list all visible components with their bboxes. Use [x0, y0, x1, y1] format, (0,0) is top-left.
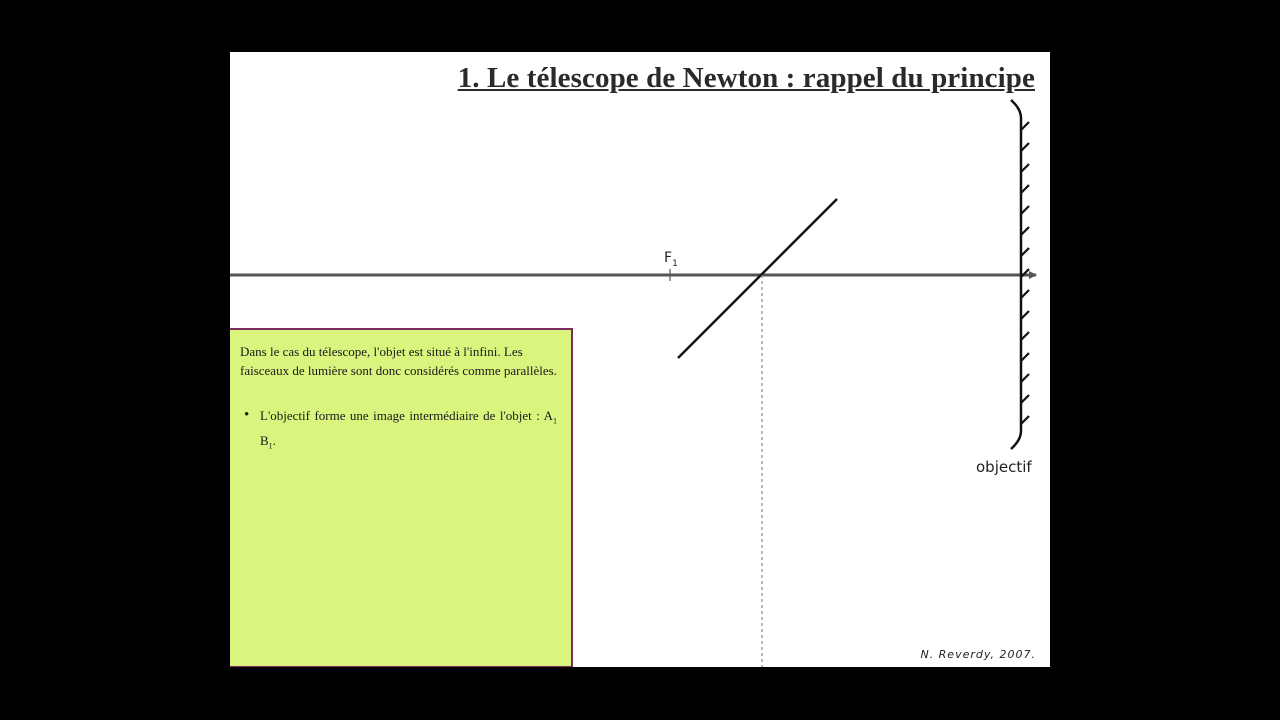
secondary-mirror [678, 199, 837, 358]
objective-label: objectif [976, 458, 1032, 476]
slide [230, 52, 1050, 667]
focus-label: $F_1$ [664, 250, 678, 269]
info-intro-text: Dans le cas du télescope, l'objet est situé à l'infini. Les faisceaux de lumière sont donc considérés comme parallèles. [240, 344, 557, 378]
point-a: A [543, 408, 553, 423]
bullet-end: . [272, 432, 276, 448]
point-b: B [260, 432, 269, 448]
slide-title: 1. Le télescope de Newton : rappel du principe [457, 62, 1035, 94]
info-bullet-list [240, 406, 557, 455]
info-box [230, 328, 573, 667]
point-a-sub: 1 [553, 416, 557, 426]
bullet-text: L'objectif forme une image intermédiaire de l'objet : [260, 408, 544, 423]
info-bullet-item [260, 406, 557, 455]
point-b-sub: 1 [268, 441, 273, 451]
author-credit: N. Reverdy, 2007. [920, 648, 1036, 661]
